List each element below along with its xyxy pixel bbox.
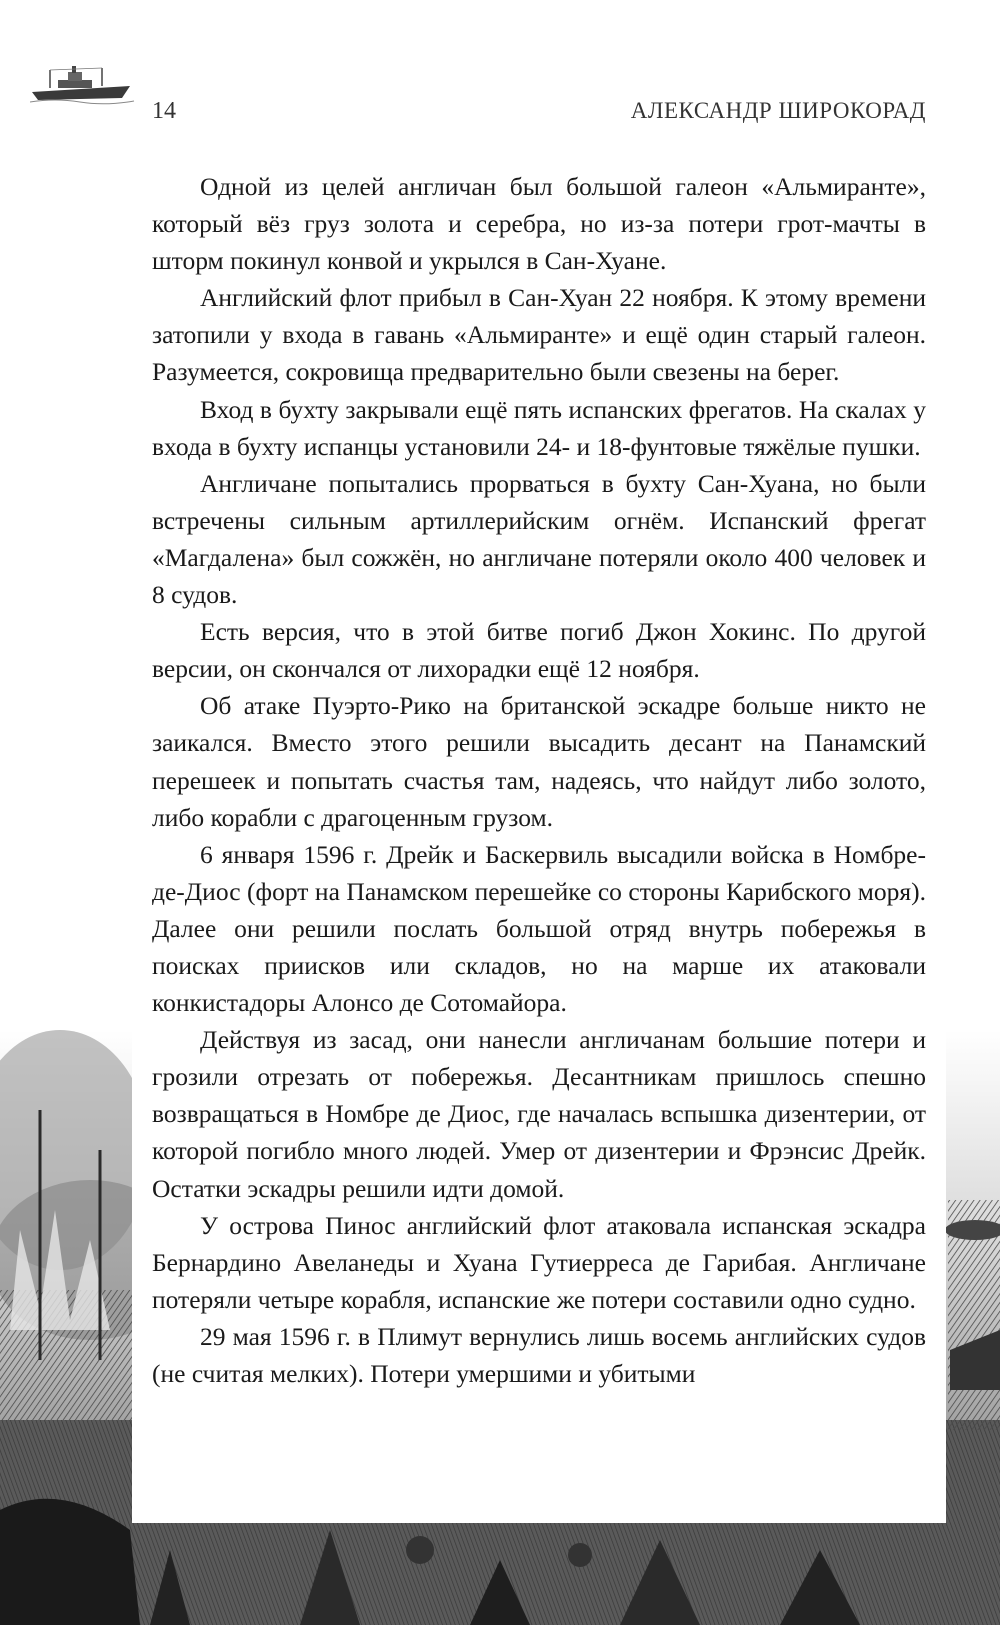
- ship-icon: [30, 62, 135, 107]
- page-number: 14: [152, 98, 176, 124]
- paragraph: Англичане попытались прорваться в бухту Сан-Хуана, но были встречены сильным артиллерийским огнём. Испанский фрегат «Магдалена» был сожжён, но англичане потеряли около 400 человек и 8 судов.: [152, 468, 926, 610]
- paragraph: Английский флот прибыл в Сан-Хуан 22 ноября. К этому времени затопили у входа в гавань «Альмиранте» и ещё один старый галеон. Разумеется, сокровища предварительно были свезены на берег.: [152, 283, 926, 387]
- paragraph: Есть версия, что в этой битве погиб Джон Хокинс. По другой версии, он скончался от лихорадки ещё 12 ноября.: [152, 617, 926, 684]
- running-head: АЛЕКСАНДР ШИРОКОРАД: [630, 98, 926, 123]
- paragraph: Действуя из засад, они нанесли англичанам большие потери и грозили отрезать от побережья. Десантникам пришлось спешно возвращаться в Номбре де Диос, где началась вспышка дизентерии, от которой погибло много людей. Умер от дизентерии и Фрэнсис Дрейк. Остатки эскадры решили идти домой.: [152, 1025, 926, 1203]
- paragraph: Вход в бухту закрывали ещё пять испанских фрегатов. На скалах у входа в бухту испанцы установили 24- и 18-фунтовые тяжёлые пушки.: [152, 394, 926, 461]
- paragraph: 29 мая 1596 г. в Плимут вернулись лишь восемь английских судов (не считая мелких). Потери умершими и убитыми: [152, 1321, 926, 1388]
- body-text: [152, 168, 926, 1392]
- paragraph: 6 января 1596 г. Дрейк и Баскервиль высадили войска в Номбре-де-Диос (форт на Панамском перешейке со стороны Карибского моря). Далее они решили послать большой отряд внутрь побережья в поисках приисков или складов, но на марше их атаковали конкистадоры Алонсо де Сотомайора.: [152, 839, 926, 1018]
- paragraph: Об атаке Пуэрто-Рико на британской эскадре больше никто не заикался. Вместо этого решили высадить десант на Панамский перешеек и попытать счастья там, надеясь, что найдут либо золото, либо корабли с драгоценным грузом.: [152, 691, 926, 832]
- paragraph: У острова Пинос английский флот атаковала испанская эскадра Бернардино Авеланеды и Хуана Гутиерреса де Гарибая. Англичане потеряли четыре корабля, испанские же потери составили одно судно.: [152, 1210, 926, 1314]
- paragraph: Одной из целей англичан был большой галеон «Альмиранте», который вёз груз золота и серебра, но из-за потери грот-мачты в шторм покинул конвой и укрылся в Сан-Хуане.: [152, 172, 926, 276]
